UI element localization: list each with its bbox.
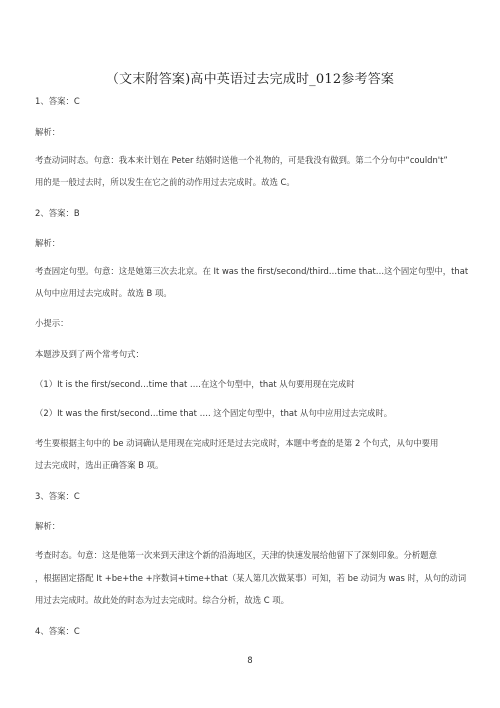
analysis-label: 解析： [35, 521, 61, 531]
paragraph-line: ，根据固定搭配 It +be+the +序数词+time+that（某人第几次做某事）可知，若 be 动词为 was 时，从句的动词 [35, 573, 467, 583]
paragraph-line: 从句中应用过去完成时。故选 B 项。 [35, 288, 172, 298]
pattern-1: （1）It is the first/second…time that ….在这个句型中，that 从句要用现在完成时 [35, 379, 355, 389]
paragraph-line: 考查动词时态。句意：我本来计划在 Peter 结婚时送他一个礼物的，可是我没有做到。第二个分句中“couldn't” [35, 155, 448, 165]
document-title: （文末附答案)高中英语过去完成时_012参考答案 [105, 72, 395, 87]
tip-label: 小提示： [35, 318, 69, 328]
analysis-label: 解析： [35, 127, 61, 137]
answer-2: 2、答案：B [35, 208, 80, 218]
paragraph-line: 用的是一般过去时，所以发生在它之前的动作用过去完成时。故选 C。 [35, 177, 295, 187]
paragraph-line: 本题涉及到了两个常考句式： [35, 349, 144, 359]
paragraph-line: 考生要根据主句中的 be 动词确认是用现在完成时还是过去完成时，本题中考查的是第 2 个句式，从句中要用 [35, 438, 439, 448]
paragraph-line: 用过去完成时。故此处的时态为过去完成时。综合分析，故选 C 项。 [35, 595, 290, 605]
answer-4: 4、答案：C [35, 626, 80, 636]
answer-3: 3、答案：C [35, 491, 80, 501]
pattern-2: （2）It was the first/second…time that …. 这个固定句型中，that 从句中应用过去完成时。 [35, 408, 393, 418]
paragraph-line: 考查固定句型。句意：这是她第三次去北京。在 It was the first/second/third…time that…这个固定句型中，that [35, 266, 469, 276]
answer-1: 1、答案：C [35, 96, 80, 106]
analysis-label: 解析： [35, 238, 61, 248]
paragraph-line: 过去完成时，选出正确答案 B 项。 [35, 460, 164, 470]
paragraph-line: 考查时态。句意：这是他第一次来到天津这个新的沿海地区，天津的快速发展给他留下了深刻印象。分析题意 [35, 550, 437, 560]
page-number: 8 [247, 656, 253, 666]
